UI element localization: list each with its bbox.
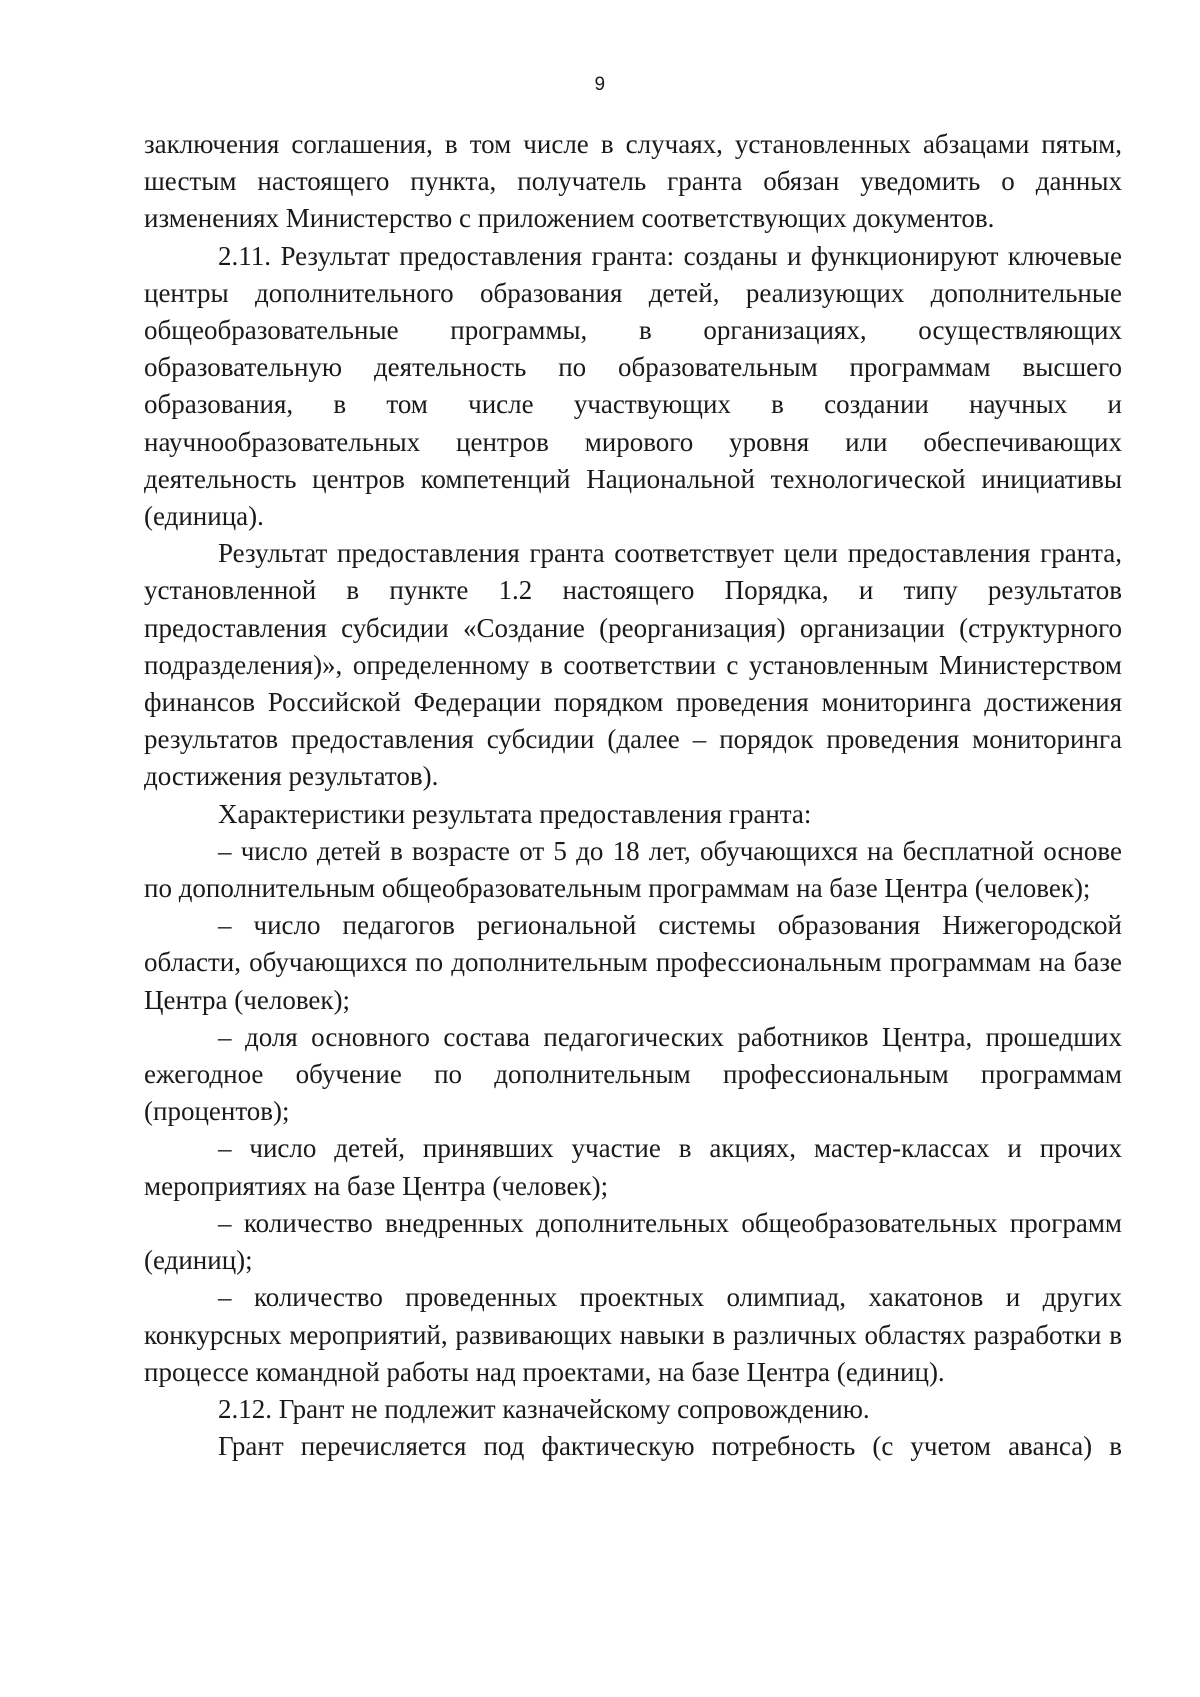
paragraph-continuation: заключения соглашения, в том числе в случаях, установленных абзацами пятым, шестым настоящего пункта, получатель гранта обязан уведомить о данных изменениях Министерство с приложением соответствующих документов. [144, 129, 1122, 234]
document-body [144, 126, 1122, 1465]
paragraph-result-compliance: Результат предоставления гранта соответствует цели предоставления гранта, установленной в пункте 1.2 настоящего Порядка, и типу результатов предоставления субсидии «Создание (реорганизация) организации (структурного подразделения)», определенному в соответствии с установленным Министерством финансов Российской Федерации порядком проведения мониторинга достижения результатов предоставления субсидии (далее – порядок проведения мониторинга достижения результатов). [144, 538, 1122, 792]
page-number: 9 [594, 74, 606, 95]
list-item-events-participants: – число детей, принявших участие в акциях, мастер-классах и прочих мероприятиях на базе Центра (человек); [144, 1133, 1122, 1201]
paragraph-grant-transfer: Грант перечисляется под фактическую потребность (с учетом аванса) в [218, 1431, 1122, 1462]
list-item-children-count: – число детей в возрасте от 5 до 18 лет, обучающихся на бесплатной основе по дополнительным общеобразовательным программам на базе Центра (человек); [144, 835, 1122, 904]
paragraph-characteristics-heading: Характеристики результата предоставления гранта: [218, 798, 812, 829]
list-item-programs-count: – количество внедренных дополнительных общеобразовательных программ (единиц); [144, 1207, 1122, 1276]
paragraph-2-11: 2.11. Результат предоставления гранта: созданы и функционируют ключевые центры дополнительного образования детей, реализующих дополнительные общеобразовательные программы, в организациях, осуществляющих образовательную деятельность по образовательным программам высшего образования, в том числе участвующих в создании научных и научнообразовательных центров мирового уровня или обеспечивающих деятельность центров компетенций Национальной технологической инициативы (единица). [144, 240, 1122, 532]
paragraph-2-12: 2.12. Грант не подлежит казначейскому сопровождению. [218, 1393, 870, 1424]
list-item-teachers-count: – число педагогов региональной системы образования Нижегородской области, обучающихся по дополнительным профессиональным программам на базе Центра (человек); [144, 910, 1122, 1015]
list-item-staff-share: – доля основного состава педагогических работников Центра, прошедших ежегодное обучение по дополнительным профессиональным программам (процентов); [144, 1021, 1122, 1127]
list-item-olympiads-count: – количество проведенных проектных олимпиад, хакатонов и других конкурсных мероприятий, развивающих навыки в различных областях разработки в процессе командной работы над проектами, на базе Центра (единиц). [144, 1282, 1122, 1387]
